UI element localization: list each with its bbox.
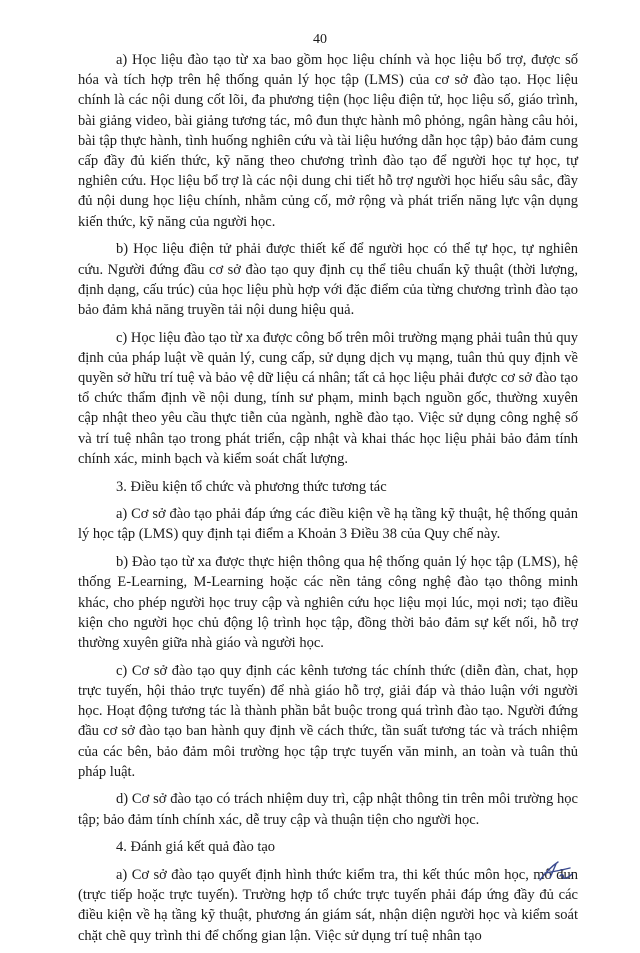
section-4-heading: 4. Đánh giá kết quả đào tạo <box>116 839 276 856</box>
paragraph-3a: a) Cơ sở đào tạo phải đáp ứng các điều kiện về hạ tầng kỹ thuật, hệ thống quản lý học tập (LMS) quy định tại điểm a Khoản 3 Điều 38 của Quy chế này. <box>78 506 578 543</box>
paragraph-4a: a) Cơ sở đào tạo quyết định hình thức kiểm tra, thi kết thúc môn học, mô đun (trực tiếp hoặc trực tuyến). Trường hợp tổ chức trực tuyến phải đáp ứng đầy đủ các điều kiện về hạ tầng kỹ thuật, phương án giám sát, nhận diện người học và kiểm soát chặt chẽ quy trình thi để chống gian lận. Việc sử dụng trí tuệ nhân tạo <box>78 867 578 944</box>
paragraph-3c: c) Cơ sở đào tạo quy định các kênh tương tác chính thức (diễn đàn, chat, họp trực tuyến, hội thảo trực tuyến) để nhà giáo hỗ trợ, giải đáp và thảo luận với người học. Hoạt động tương tác là thành phần bắt buộc trong quá trình đào tạo. Người đứng đầu cơ sở đào tạo ban hành quy định về cách thức, tần suất tương tác và trách nhiệm của các bên, bảo đảm môi trường học tập trực tuyến văn minh, an toàn và tuân thủ pháp luật. <box>78 662 578 780</box>
paragraph-2c: c) Học liệu đào tạo từ xa được công bố trên môi trường mạng phải tuân thủ quy định của pháp luật về quản lý, cung cấp, sử dụng dịch vụ mạng, tuân thủ quy định về quyền sở hữu trí tuệ và bảo vệ dữ liệu cá nhân; tất cả học liệu phải được cơ sở đào tạo tổ chức thẩm định về nội dung, tính sư phạm, minh bạch nguồn gốc, thường xuyên cập nhật theo yêu cầu thực tiễn của ngành, nghề đào tạo. Việc sử dụng công nghệ số và trí tuệ nhân tạo trong phát triển, cập nhật và khai thác học liệu phải bảo đảm tính chính xác, minh bạch và kiểm soát chất lượng. <box>78 329 578 467</box>
paragraph-2a: a) Học liệu đào tạo từ xa bao gồm học liệu chính và học liệu bổ trợ, được số hóa và tích hợp trên hệ thống quản lý học tập (LMS) của cơ sở đào tạo. Học liệu chính là các nội dung cốt lõi, đa phương tiện (học liệu điện tử, học liệu số, giáo trình, bài giảng video, bài giảng tương tác, mô đun thực hành mô phỏng, ngân hàng câu hỏi, bài tập thực hành, tình huống nghiên cứu và tài liệu hướng dẫn học tập) bảo đảm cung cấp đầy đủ kiến thức, kỹ năng theo chương trình đào tạo để người học tự học, tự nghiên cứu. Học liệu bổ trợ là các nội dung chi tiết hỗ trợ người học hiểu sâu sắc, đầy đủ nội dung học liệu chính, nhằm củng cố, mở rộng và phát triển năng lực vận dụng kiến thức, kỹ năng của người học. <box>78 52 578 230</box>
handwritten-initials-mark <box>536 858 576 886</box>
section-3-heading: 3. Điều kiện tổ chức và phương thức tương tác <box>116 478 387 495</box>
document-body <box>78 50 578 953</box>
paragraph-3b: b) Đào tạo từ xa được thực hiện thông qua hệ thống quản lý học tập (LMS), hệ thống E-Learning, M-Learning hoặc các nền tảng công nghệ đào tạo thông minh khác, cho phép người học truy cập và nghiên cứu học liệu mọi lúc, mọi nơi; tạo điều kiện cho người học chủ động lộ trình học tập, đồng thời bảo đảm sự kết nối, hỗ trợ thường xuyên giữa nhà giáo và người học. <box>78 554 578 651</box>
page-number: 40 <box>313 32 327 47</box>
paragraph-2b: b) Học liệu điện tử phải được thiết kế để người học có thể tự học, tự nghiên cứu. Người đứng đầu cơ sở đào tạo quy định cụ thể tiêu chuẩn kỹ thuật (thời lượng, định dạng, cấu trúc) của học liệu phù hợp với đặc điểm của từng chương trình đào tạo bảo đảm khả năng truyền tải nội dung hiệu quả. <box>78 241 578 318</box>
paragraph-3d: d) Cơ sở đào tạo có trách nhiệm duy trì, cập nhật thông tin trên môi trường học tập; bảo đảm tính chính xác, dễ truy cập và thuận tiện cho người học. <box>78 791 578 828</box>
